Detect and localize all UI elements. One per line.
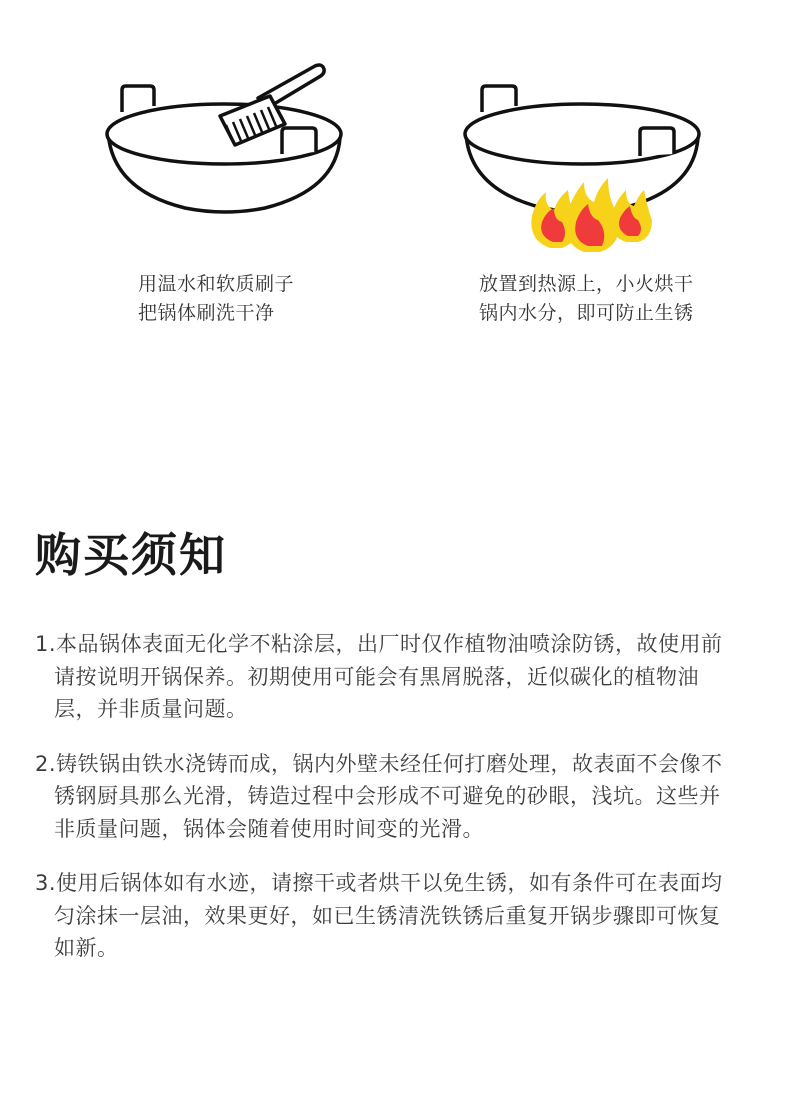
notice-item: 1.本品锅体表面无化学不粘涂层，出厂时仅作植物油喷涂防锈，故使用前请按说明开锅保养。初期使用可能会有黒屑脱落，近似碳化的植物油层，并非质量问题。 bbox=[35, 632, 723, 721]
notice-item: 2.铸铁锅由铁水浇铸而成，锅内外壁未经任何打磨处理，故表面不会像不锈钢厨具那么光滑，铸造过程中会形成不可避免的砂眼，浅坑。这些并非质量问题，锅体会随着使用时间变的光滑。 bbox=[35, 751, 723, 841]
wok-with-brush-icon bbox=[100, 60, 350, 220]
wok-on-fire-icon bbox=[458, 80, 708, 255]
notice-title: 购买须知 bbox=[35, 528, 227, 582]
caption-line: 把锅体刷洗干净 bbox=[138, 302, 275, 324]
notice-item: 3.使用后锅体如有水迹，请擦干或者烘干以免生锈，如有条件可在表面均匀涂抹一层油，效果更好，如已生锈清洗铁锈后重复开锅步骤即可恢复如新。 bbox=[35, 871, 723, 960]
caption-line: 放置到热源上，小火烘干 bbox=[479, 273, 694, 295]
caption-line: 锅内水分，即可防止生锈 bbox=[479, 302, 694, 324]
notice-list bbox=[35, 628, 725, 987]
caption-line: 用温水和软质刷子 bbox=[138, 273, 295, 295]
dry-caption bbox=[479, 270, 694, 328]
brush-caption bbox=[138, 270, 294, 328]
